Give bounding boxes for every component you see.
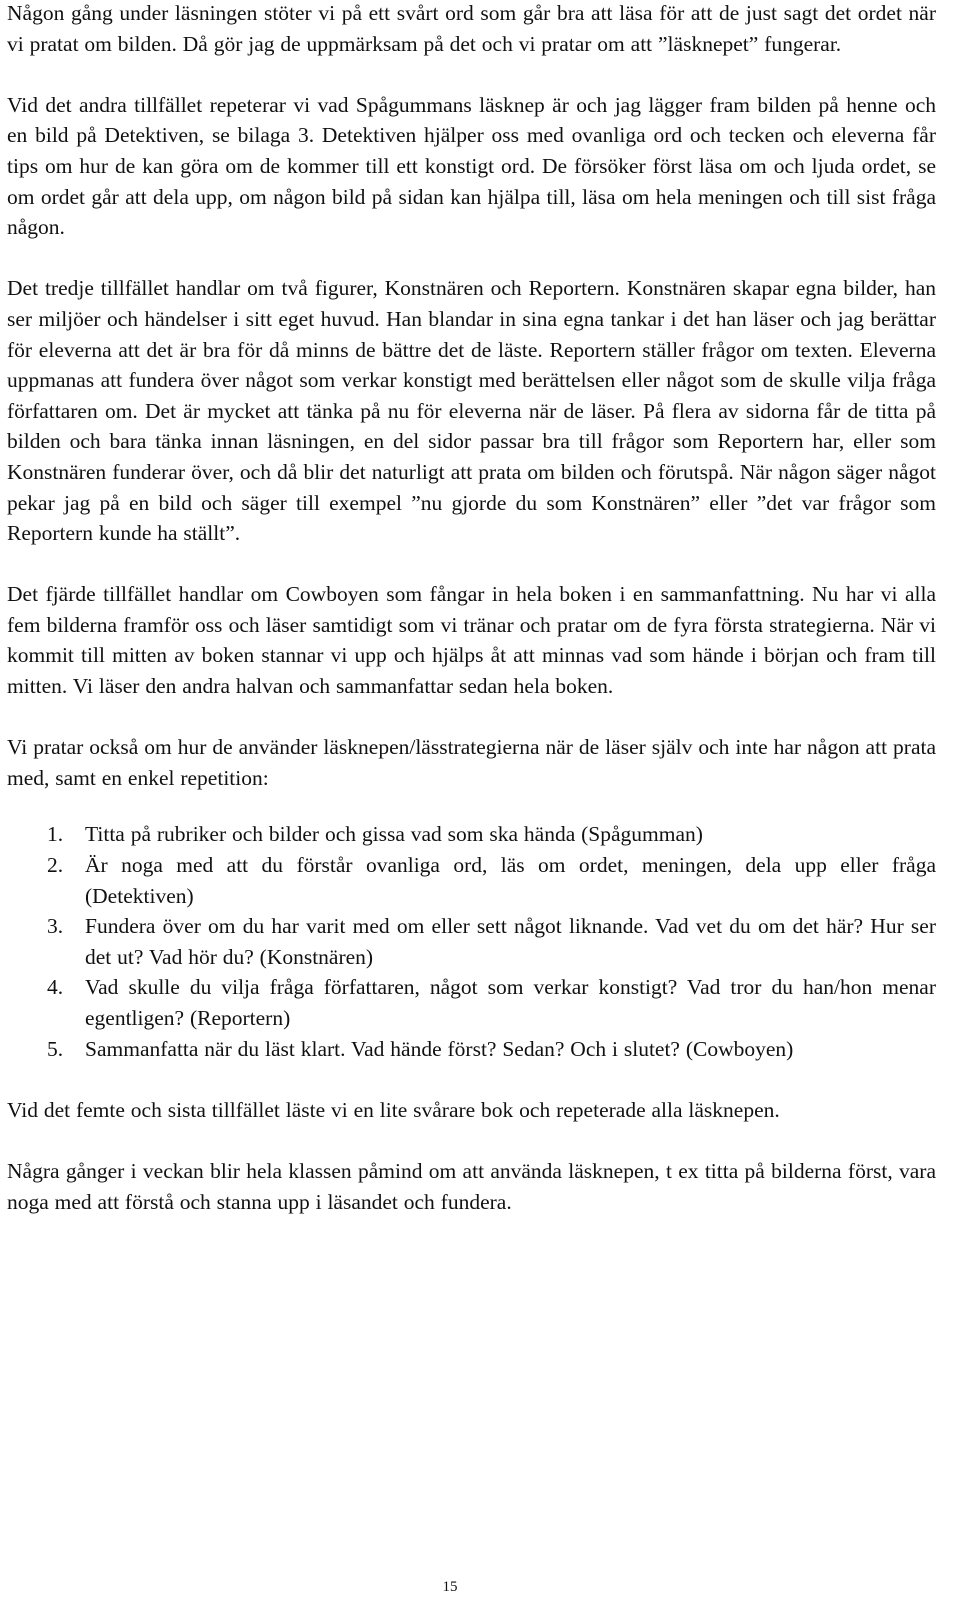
list-item-number: 1. [47, 822, 64, 847]
list-item-text: Fundera över om du har varit med om eller sett något liknande. Vad vet du om det här? Hur ser det ut? Vad hör du? (Konstnären) [85, 914, 936, 969]
paragraph-fifth-session: Vid det femte och sista tillfället läste vi en lite svårare bok och repeterade alla läsknepen. [7, 1097, 780, 1122]
paragraph-repetition-intro: Vi pratar också om hur de använder läsknepen/lässtrategierna när de läser själv och inte har någon att prata med, samt en enkel repetition: [7, 735, 936, 790]
list-item-text: Titta på rubriker och bilder och gissa vad som ska hända (Spågumman) [85, 822, 703, 847]
page-number: 15 [442, 1579, 458, 1595]
paragraph-weekly-reminder: Några gånger i veckan blir hela klassen påmind om att använda läsknepen, t ex titta på bilderna först, vara noga med att förstå och stanna upp i läsandet och fundera. [7, 1158, 936, 1214]
paragraph-fourth-session: Det fjärde tillfället handlar om Cowboyen som fångar in hela boken i en sammanfattning. Nu har vi alla fem bilderna framför oss och läser samtidigt som vi tränar och pratar om de fyra första strategierna. När vi kommit till mitten av boken stannar vi upp och hjälps åt att minnas vad som hände i början och fram till mitten. Vi läser den andra halvan och sammanfattar sedan hela boken. [7, 582, 936, 699]
list-item-number: 2. [47, 853, 64, 878]
paragraph-second-session: Vid det andra tillfället repeterar vi vad Spågummans läsknep är och jag lägger fram bilden på henne och en bild på Detektiven, se bilaga 3. Detektiven hjälper oss med ovanliga ord och tecken och eleverna får tips om hur de kan göra om de kommer till ett konstigt ord. De försöker först läsa om och ljuda ordet, se om ordet går att dela upp, om någon bild på sidan kan hjälpa till, läsa om hela meningen och till sist fråga någon. [7, 92, 936, 240]
list-item [7, 972, 936, 1033]
strategy-list [7, 819, 936, 1064]
paragraph-third-session: Det tredje tillfället handlar om två figurer, Konstnären och Reportern. Konstnären skapar egna bilder, han ser miljöer och händelser i sitt eget huvud. Han blandar in sina egna tankar i det han läser och jag berättar för eleverna att det är bra för då minns de bättre det de läste. Reportern ställer frågor om texten. Eleverna uppmanas att fundera över något som verkar konstigt med berättelsen eller något som de skulle vilja fråga författaren om. Det är mycket att tänka på nu för eleverna när de läser. På flera av sidorna får de titta på bilden och bara tänka innan läsningen, en del sidor passar bra till frågor som Reportern har, eller som Konstnären funderar över, och då blir det naturligt att prata om bilden och förutspå. När någon säger något pekar jag på en bild och säger till exempel ”nu gjorde du som Konstnären” eller ”det var frågor som Reportern kunde ha ställt”. [7, 276, 936, 546]
list-item-text: Är noga med att du förstår ovanliga ord, läs om ordet, meningen, dela upp eller fråga (Detektiven) [85, 853, 936, 908]
list-item [7, 850, 936, 911]
list-item-number: 3. [47, 914, 64, 939]
list-item [7, 1034, 936, 1065]
list-item [7, 819, 936, 850]
list-item-number: 4. [47, 975, 64, 1000]
list-item-number: 5. [47, 1036, 64, 1061]
list-item-text: Sammanfatta när du läst klart. Vad hände först? Sedan? Och i slutet? (Cowboyen) [85, 1036, 794, 1061]
paragraph-difficult-word: Någon gång under läsningen stöter vi på ett svårt ord som går bra att läsa för att de just sagt det ordet när vi pratat om bilden. Då gör jag de uppmärksam på det och vi pratar om att ”läsknepet” fungerar. [7, 1, 936, 56]
list-item [7, 911, 936, 972]
document-page [7, 0, 936, 1217]
list-item-text: Vad skulle du vilja fråga författaren, något som verkar konstigt? Vad tror du han/hon menar egentligen? (Reportern) [85, 975, 936, 1030]
